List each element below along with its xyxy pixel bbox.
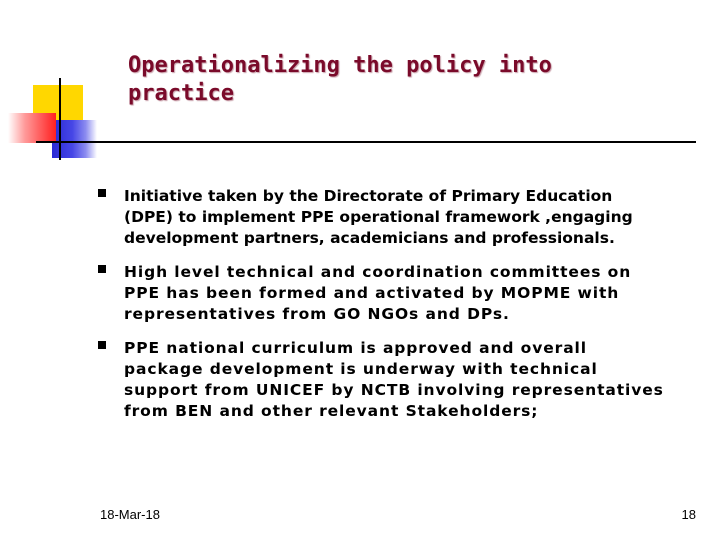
slide-title: Operationalizing the policy into practice (128, 53, 552, 106)
square-bullet-icon (98, 341, 106, 349)
square-bullet-icon (98, 265, 106, 273)
bullet-text: High level technical and coordination committees on PPE has been formed and activated by MOPME with representatives from GO NGOs and DPs. (124, 263, 632, 323)
bullet-text: Initiative taken by the Directorate of Primary Education (DPE) to implement PPE operational framework ,engaging development partners, academicians and professionals. (124, 187, 633, 247)
footer-date: 18-Mar-18 (100, 507, 160, 522)
square-bullet-icon (98, 189, 106, 197)
vertical-rule (59, 78, 61, 160)
bullet-text: PPE national curriculum is approved and overall package development is underway with technical support from UNICEF by NCTB involving representatives from BEN and other relevant Stakeholders; (124, 339, 664, 420)
title-underline-rule (36, 141, 696, 143)
slide-page-number: 18 (681, 507, 696, 522)
red-bar-decoration (8, 113, 56, 143)
